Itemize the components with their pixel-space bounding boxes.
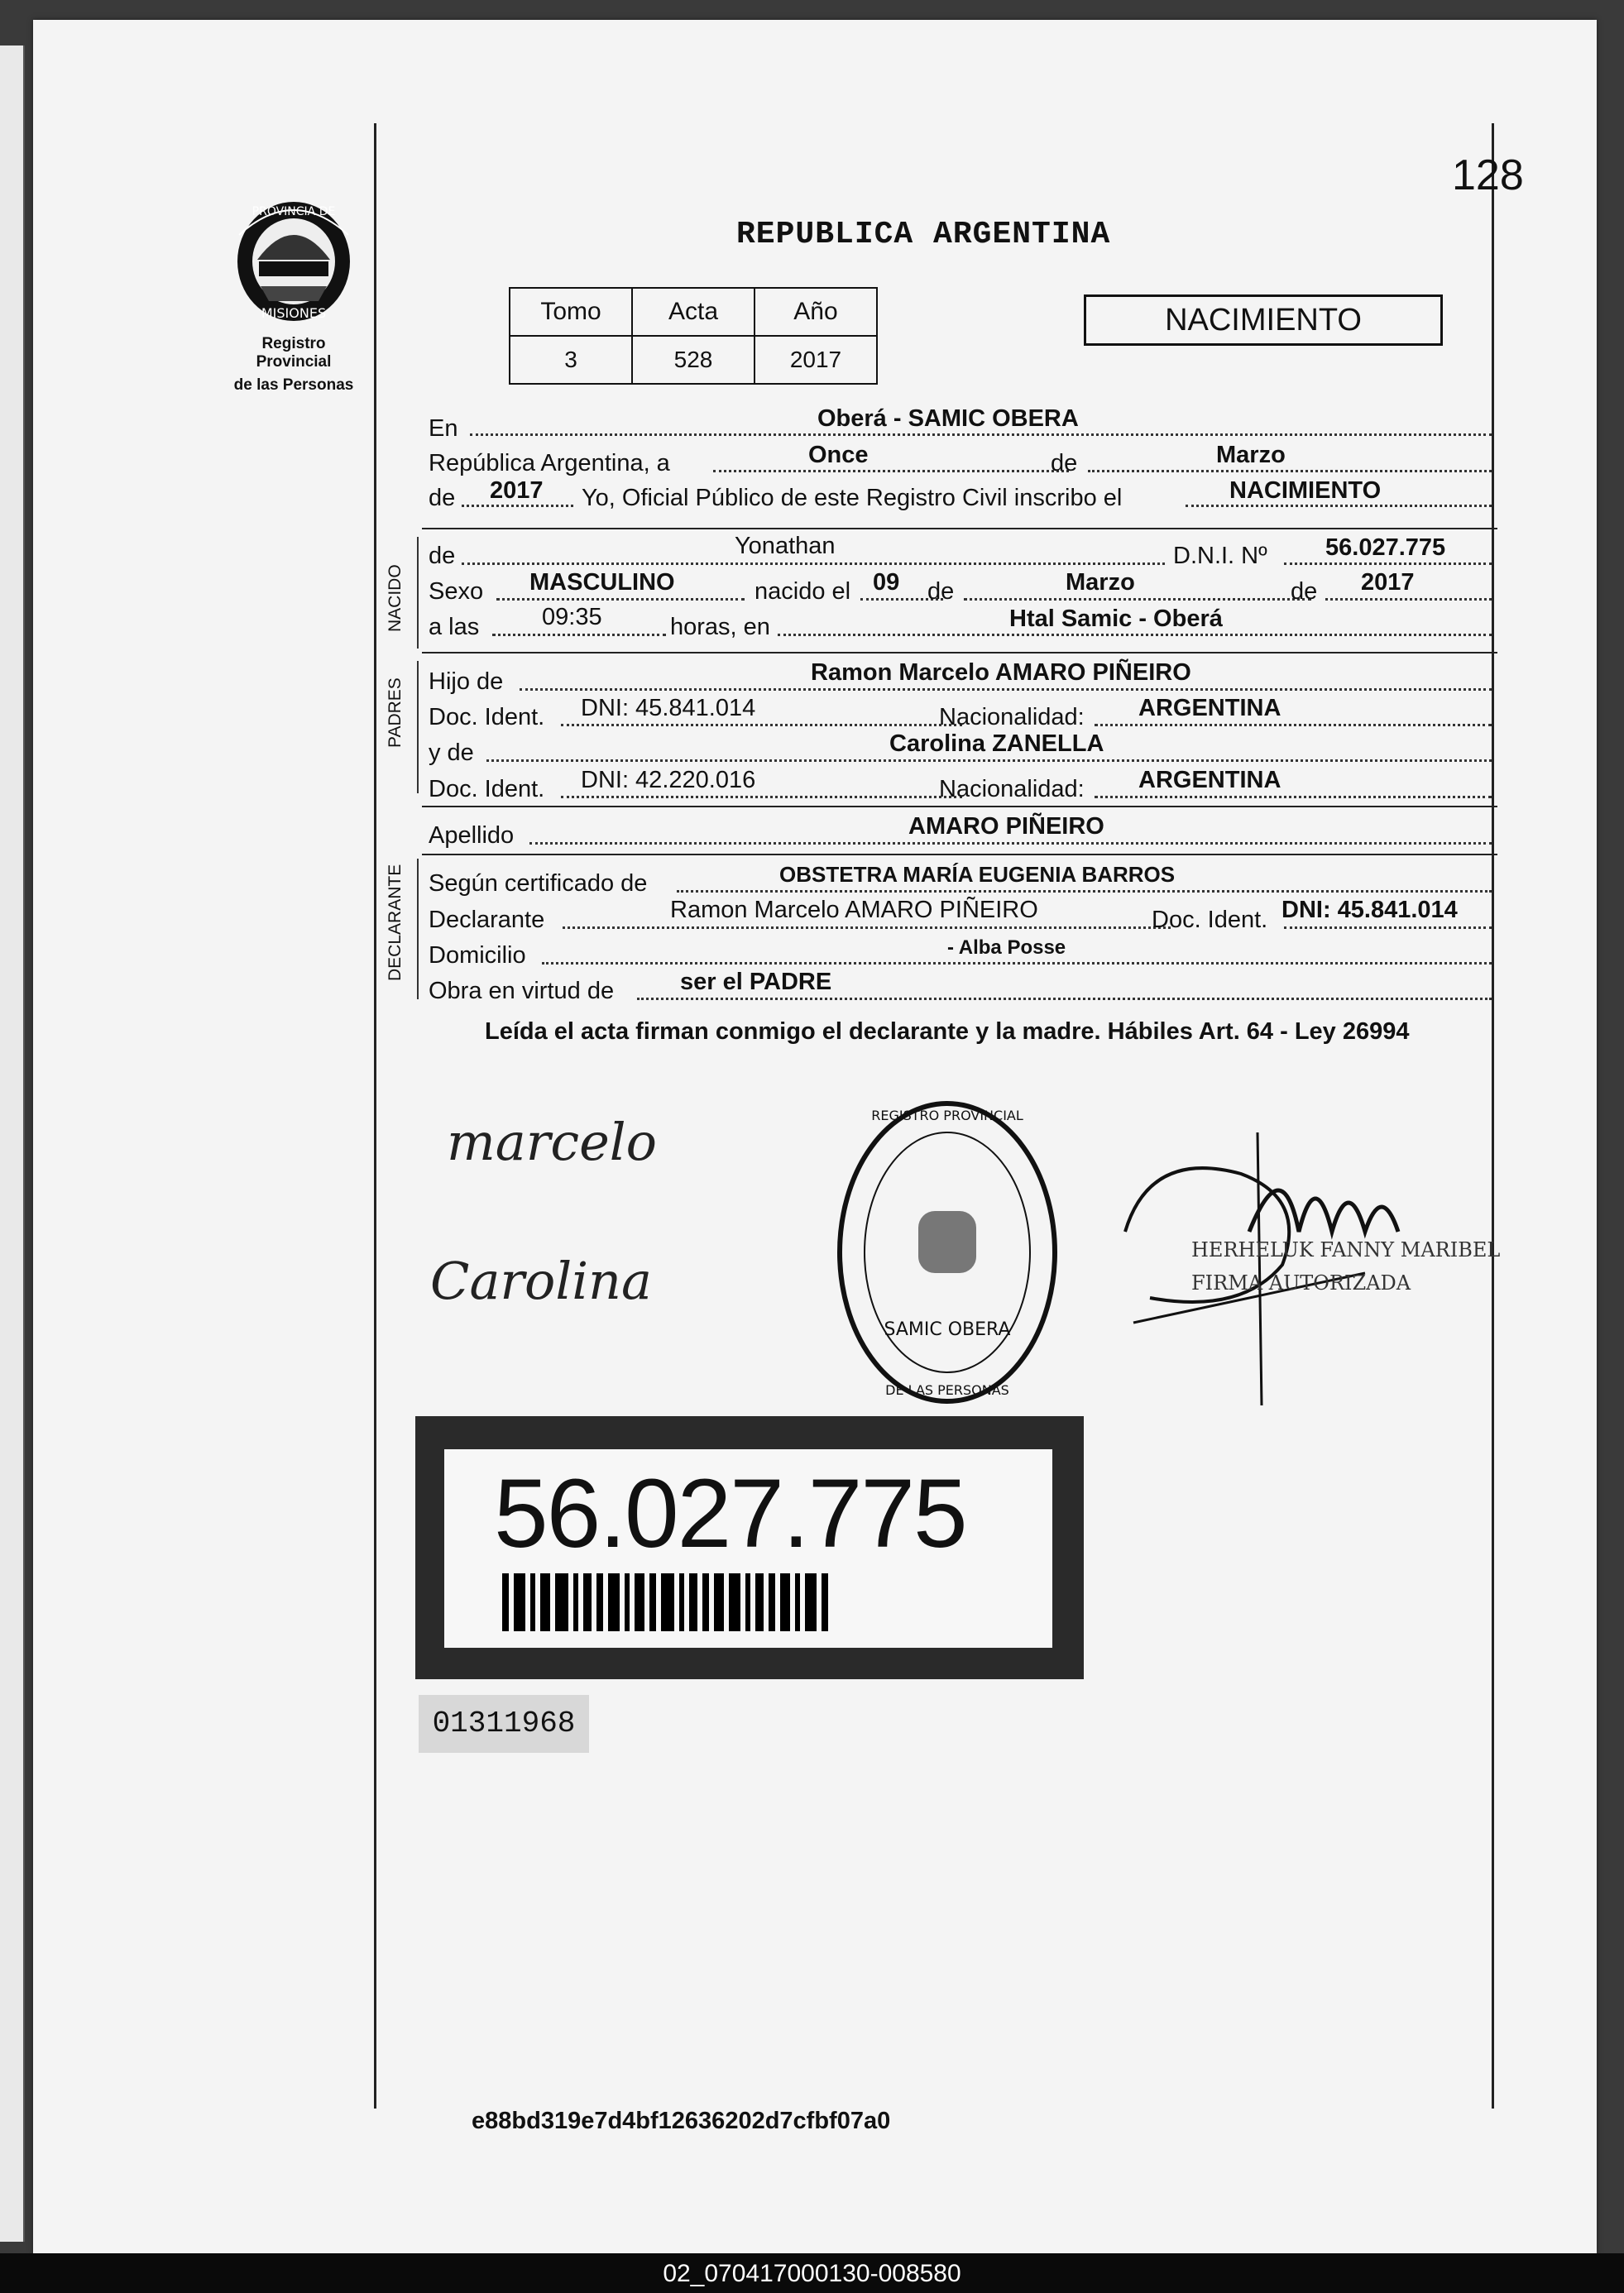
dotted-line [486,759,1492,762]
place-label: En [429,415,458,442]
dni-label: D.N.I. Nº [1173,543,1267,569]
doc-ident-label: Doc. Ident. [1152,907,1268,933]
stamp-outer-text: REGISTRO PROVINCIAL [871,1108,1023,1123]
year-value: 2017 [490,477,544,504]
dotted-line [1284,926,1492,929]
de-label: de [1291,578,1318,605]
ano-header: Año [755,288,877,336]
acta-header: Acta [632,288,755,336]
child-dni: 56.027.775 [1325,534,1446,561]
father-name: Ramon Marcelo AMARO PIÑEIRO [811,659,1191,686]
dotted-line [462,505,573,507]
document-hash: e88bd319e7d4bf12636202d7cfbf07a0 [472,2108,891,2134]
event-value: NACIMIENTO [1229,477,1382,504]
obra-label: Obra en virtud de [429,978,615,1004]
de2-label: de [429,485,456,511]
domicilio-label: Domicilio [429,942,526,969]
dotted-line [778,634,1492,636]
statement-text: Yo, Oficial Público de este Registro Civil inscribo el [582,485,1123,511]
section-bracket [417,537,419,649]
a-las-label: a las [429,614,480,640]
mother-name: Carolina ZANELLA [889,730,1104,757]
dotted-line [470,433,1492,436]
section-divider [422,854,1497,855]
underlying-sheet-edge [0,45,25,2242]
declarante-label: Declarante [429,907,545,933]
domicilio-value: - Alba Posse [947,936,1066,959]
de-label: de [429,543,456,569]
declarante-side-label: DECLARANTE [386,864,405,981]
month-value: Marzo [1216,442,1286,468]
nacido-side-label: NACIDO [386,564,405,632]
official-name: HERHELUK FANNY MARIBEL [1191,1238,1501,1261]
document-title: REPUBLICA ARGENTINA [736,217,1111,252]
dotted-line [677,890,1492,893]
certificado-value: OBSTETRA MARÍA EUGENIA BARROS [779,862,1176,887]
dotted-line [1095,724,1492,726]
tomo-value: 3 [510,336,632,384]
birth-day: 09 [873,569,900,596]
place-value: Oberá - SAMIC OBERA [817,405,1079,432]
child-name: Yonathan [735,533,836,559]
control-sticker: 01311968 [419,1695,589,1753]
seal-lettering-bottom: MISIONES [261,305,327,321]
dotted-line [492,634,666,636]
father-nationality: ARGENTINA [1138,695,1281,721]
page-number: 128 [1452,151,1524,199]
dni-label-inner [444,1449,1052,1648]
right-margin-line [1492,123,1494,2109]
dotted-line [561,724,962,726]
acta-value: 528 [632,336,755,384]
stamp-inner-text: SAMIC OBERA [884,1319,1011,1340]
day-value: Once [808,442,869,468]
de-label: de [1051,450,1078,476]
sexo-value: MASCULINO [529,569,675,596]
dotted-line [520,688,1492,691]
doc-ident-label: Doc. Ident. [429,776,545,802]
dotted-line [713,470,1069,472]
left-margin-line [374,123,376,2109]
apellido-value: AMARO PIÑEIRO [908,813,1104,840]
official-signature [1117,1132,1501,1414]
dotted-line [1088,470,1492,472]
stamp-outer-text-bottom: DE LAS PERSONAS [885,1382,1009,1398]
apellido-label: Apellido [429,822,515,849]
horas-label: horas, en [670,614,770,640]
birth-month: Marzo [1066,569,1135,596]
birth-year: 2017 [1361,569,1415,596]
province-logo [223,194,364,395]
section-divider [422,528,1497,529]
section-divider [422,652,1497,653]
y-de-label: y de [429,740,474,766]
section-bracket [417,859,419,999]
document-page [33,20,1597,2253]
declarante-doc: DNI: 45.841.014 [1281,897,1458,923]
footer-code: 02_070417000130-008580 [663,2260,961,2287]
barcode [502,1573,833,1631]
dotted-line [542,962,1492,965]
dotted-line [529,842,1492,845]
dotted-line [1095,796,1492,798]
doc-ident-label: Doc. Ident. [429,704,545,730]
logo-caption-line1: Registro Provincial [256,335,332,371]
tomo-header: Tomo [510,288,632,336]
birth-time: 09:35 [542,604,602,630]
hijo-label: Hijo de [429,668,504,695]
dotted-line [1325,598,1492,601]
father-signature: marcelo [447,1112,657,1172]
official-role: FIRMA AUTORIZADA [1191,1271,1411,1295]
dotted-line [561,796,962,798]
de-label: de [927,578,955,605]
mother-doc: DNI: 42.220.016 [581,767,756,793]
certificado-label: Según certificado de [429,870,648,897]
dni-number: 56.027.775 [494,1459,966,1568]
dotted-line [1186,505,1492,507]
dotted-line [563,926,1171,929]
section-bracket [417,661,419,793]
nacido-el-label: nacido el [755,578,851,605]
dotted-line [1284,562,1492,565]
nacionalidad-label: Nacionalidad: [939,704,1085,730]
declarante-value: Ramon Marcelo AMARO PIÑEIRO [670,897,1038,923]
section-divider [422,806,1497,807]
birth-place: Htal Samic - Oberá [1009,606,1223,632]
logo-caption-line2: de las Personas [233,376,354,394]
mother-nationality: ARGENTINA [1138,767,1281,793]
padres-side-label: PADRES [386,677,405,748]
ano-value: 2017 [755,336,877,384]
nacionalidad-label: Nacionalidad: [939,776,1085,802]
closing-statement: Leída el acta firman conmigo el declarante y la madre. Hábiles Art. 64 - Ley 26994 [485,1018,1410,1045]
date-label: República Argentina, a [429,450,670,476]
mother-signature: Carolina [430,1251,652,1311]
record-type-box: NACIMIENTO [1084,294,1443,346]
footer-bar [0,2253,1624,2293]
father-doc: DNI: 45.841.014 [581,695,756,721]
misiones-seal-icon [228,194,360,326]
sexo-label: Sexo [429,578,484,605]
seal-lettering: PROVINCIA DE [252,205,336,218]
dni-label-sticker [415,1416,1084,1679]
dotted-line [637,998,1492,1000]
dotted-line [964,598,1311,601]
record-table [509,287,878,385]
dotted-line [462,562,1165,565]
dotted-line [496,598,745,601]
obra-value: ser el PADRE [680,969,832,995]
official-stamp [827,1087,1067,1418]
